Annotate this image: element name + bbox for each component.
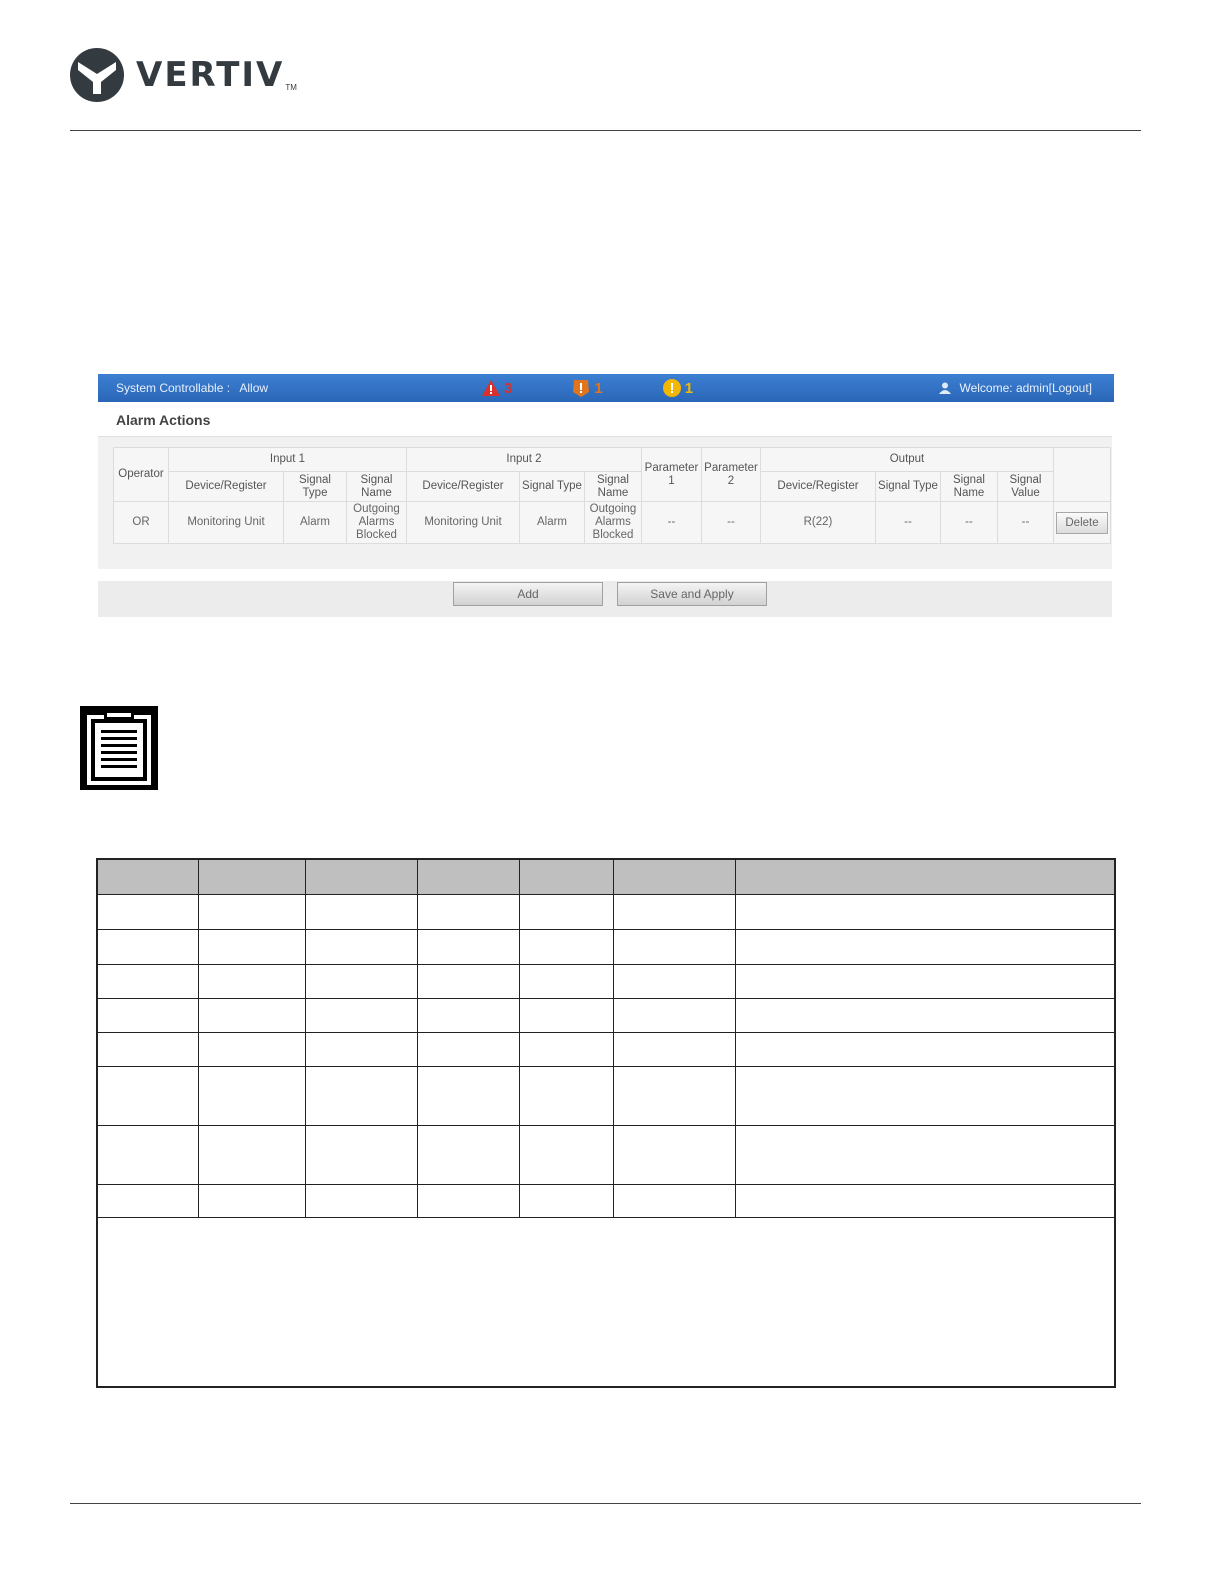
cell-in2-name: Outgoing Alarms Blocked	[585, 502, 642, 544]
welcome-logout-link[interactable]: Welcome: admin[Logout]	[959, 381, 1092, 395]
cell-operator: OR	[114, 502, 169, 544]
col-param2: Parameter 2	[702, 448, 761, 502]
col-input2: Input 2	[407, 448, 642, 472]
welcome-area	[939, 381, 1092, 395]
header-divider	[70, 130, 1141, 131]
section-title: Alarm Actions	[116, 412, 211, 428]
col-out-value: Signal Value	[998, 472, 1054, 502]
cell-out-value: --	[998, 502, 1054, 544]
col-input1: Input 1	[169, 448, 407, 472]
save-and-apply-button[interactable]: Save and Apply	[617, 582, 767, 606]
col-out-type: Signal Type	[876, 472, 941, 502]
cell-out-name: --	[941, 502, 998, 544]
col-param1: Parameter 1	[642, 448, 702, 502]
alarm-summary	[482, 379, 753, 397]
action-bar	[98, 581, 1112, 617]
table-row	[114, 502, 1111, 544]
alarm-actions-screenshot	[98, 374, 1114, 628]
col-operator: Operator	[114, 448, 169, 502]
cell-out-device: R(22)	[761, 502, 876, 544]
col-in2-name: Signal Name	[585, 472, 642, 502]
col-in1-type: Signal Type	[284, 472, 347, 502]
cell-in2-type: Alarm	[520, 502, 585, 544]
col-in2-type: Signal Type	[520, 472, 585, 502]
alarm-actions-table	[113, 447, 1111, 544]
grid-row-divider	[98, 1066, 1114, 1067]
critical-count[interactable]: 3	[504, 379, 513, 397]
cell-in1-name: Outgoing Alarms Blocked	[347, 502, 407, 544]
reference-table-header	[98, 860, 1114, 895]
grid-col-divider	[519, 860, 520, 1218]
col-out-device: Device/Register	[761, 472, 876, 502]
grid-col-divider	[305, 860, 306, 1218]
cell-param2: --	[702, 502, 761, 544]
cell-action	[1054, 502, 1111, 544]
note-clipboard-icon	[80, 706, 158, 790]
grid-row-divider	[98, 1125, 1114, 1126]
major-alarm-icon[interactable]	[572, 380, 590, 397]
observation-alarm-icon[interactable]	[663, 379, 681, 397]
major-count[interactable]: 1	[594, 379, 603, 397]
grid-row-divider	[98, 964, 1114, 965]
system-controllable	[116, 381, 268, 395]
footer-divider	[70, 1503, 1141, 1504]
vertiv-logo	[70, 48, 297, 102]
cell-in1-device: Monitoring Unit	[169, 502, 284, 544]
grid-row-divider	[98, 1032, 1114, 1033]
brand-name: VERTIV	[136, 55, 285, 95]
system-controllable-label: System Controllable :	[116, 381, 231, 395]
cell-in2-device: Monitoring Unit	[407, 502, 520, 544]
col-in2-device: Device/Register	[407, 472, 520, 502]
observation-count[interactable]: 1	[684, 379, 694, 397]
col-in1-device: Device/Register	[169, 472, 284, 502]
critical-alarm-icon[interactable]	[482, 380, 500, 396]
grid-row-divider	[98, 998, 1114, 999]
cell-param1: --	[642, 502, 702, 544]
system-controllable-value: Allow	[239, 381, 269, 395]
grid-row-divider	[98, 929, 1114, 930]
col-out-name: Signal Name	[941, 472, 998, 502]
vertiv-logo-icon	[70, 48, 124, 102]
trademark: TM	[285, 82, 297, 92]
status-bar	[98, 374, 1114, 402]
grid-col-divider	[613, 860, 614, 1218]
add-button[interactable]: Add	[453, 582, 603, 606]
cell-in1-type: Alarm	[284, 502, 347, 544]
user-icon	[939, 382, 951, 394]
delete-button[interactable]: Delete	[1056, 512, 1108, 534]
grid-col-divider	[417, 860, 418, 1218]
cell-out-type: --	[876, 502, 941, 544]
grid-col-divider	[198, 860, 199, 1218]
grid-col-divider	[735, 860, 736, 1218]
col-action	[1054, 448, 1111, 502]
col-output: Output	[761, 448, 1054, 472]
grid-row-divider	[98, 1184, 1114, 1185]
reference-table	[96, 858, 1116, 1388]
grid-row-divider	[98, 1217, 1114, 1218]
col-in1-name: Signal Name	[347, 472, 407, 502]
